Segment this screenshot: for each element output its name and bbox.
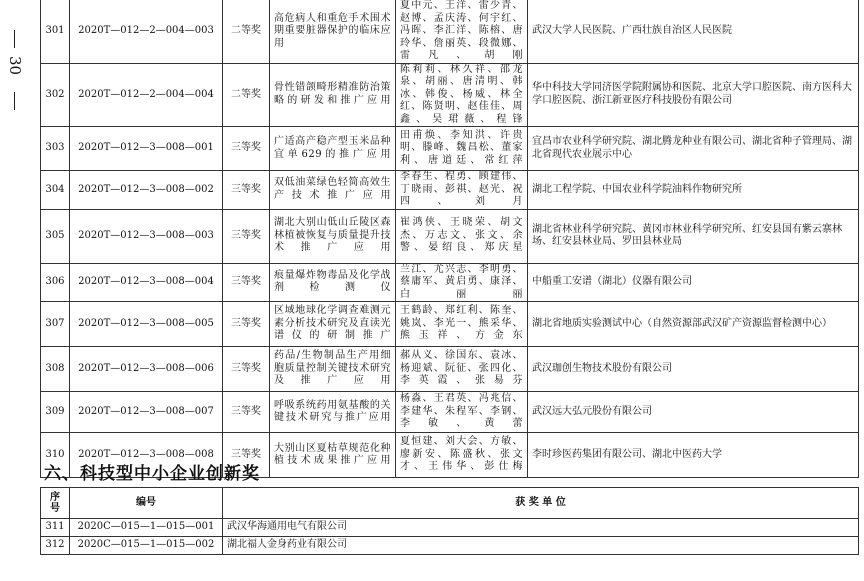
- enterprise-header-row: [41, 488, 859, 519]
- award-code: 2020T—012—3—008—007: [70, 392, 223, 433]
- award-units: 湖北工程学院、中国农业科学院油料作物研究所: [528, 171, 859, 210]
- enterprise-code: 2020C—015—1—015—001: [70, 519, 223, 537]
- award-units: 武汉远大弘元股份有限公司: [528, 392, 859, 433]
- award-units: 中船重工安谱（湖北）仪器有限公司: [528, 263, 859, 302]
- award-units: 武汉珈创生物技术股份有限公司: [528, 347, 859, 392]
- award-people: 杨淼、王君英、冯兆信、李建华、朱程军、李钢、李敏、黄蕾: [396, 392, 528, 433]
- award-level: 三等奖: [223, 433, 270, 478]
- table-row: [41, 302, 859, 347]
- table-row: [41, 171, 859, 210]
- award-code: 2020T—012—3—008—003: [70, 209, 223, 263]
- award-no: 303: [41, 127, 70, 171]
- award-code: 2020T—012—2—004—003: [70, 0, 223, 63]
- award-no: 309: [41, 392, 70, 433]
- award-project: 区域地球化学调查难测元素分析技术研究及直读光谱仪的研制推广: [270, 302, 396, 347]
- award-project: 药品/生物制品生产用细胞质量控制关键技术研究及推广应用: [270, 347, 396, 392]
- header-code: 编号: [70, 488, 223, 519]
- award-people: 陈莉莉、林久祥、邵龙泉、胡丽、唐清明、韩冰、韩俊、杨威、林全红、陈贤明、赵佳佳、周鑫、吴珺薇、程锋: [396, 63, 528, 127]
- table-row: [41, 519, 859, 537]
- enterprise-no: 311: [41, 519, 70, 537]
- award-code: 2020T—012—3—008—005: [70, 302, 223, 347]
- award-level: 三等奖: [223, 392, 270, 433]
- award-no: 301: [41, 0, 70, 63]
- award-people: 田甫焕、李知洪、许贵明、滕峰、魏昌松、董家利、唐道廷、常红萍: [396, 127, 528, 171]
- award-level: 三等奖: [223, 171, 270, 210]
- award-units: 李时珍医药集团有限公司、湖北中医药大学: [528, 433, 859, 478]
- award-code: 2020T—012—3—008—001: [70, 127, 223, 171]
- award-level: 三等奖: [223, 263, 270, 302]
- award-units: 武汉大学人民医院、广西壮族自治区人民医院: [528, 0, 859, 63]
- award-level: 二等奖: [223, 63, 270, 127]
- award-people: 夏中元、王洋、雷少青、赵博、孟庆涛、何宇红、冯晖、李汇洋、陈榕、唐玲华、詹丽英、段微娜、雷凡、胡刚: [396, 0, 528, 63]
- award-level: 二等奖: [223, 0, 270, 63]
- table-row: [41, 63, 859, 127]
- section-title: 六、科技型中小企业创新奖: [44, 464, 260, 484]
- table-row: [41, 127, 859, 171]
- award-units: 华中科技大学同济医学院附属协和医院、北京大学口腔医院、南方医科大学口腔医院、浙江新亚医疗科技股份有限公司: [528, 63, 859, 127]
- award-no: 307: [41, 302, 70, 347]
- table-row: [41, 347, 859, 392]
- header-seq: 序号: [41, 488, 70, 519]
- table-row: [41, 209, 859, 263]
- award-people: 李春生、程勇、顾建伟、丁晓雨、彭祺、赵光、祝四、刘月: [396, 171, 528, 210]
- award-no: 305: [41, 209, 70, 263]
- award-no: 310: [41, 433, 70, 478]
- award-no: 306: [41, 263, 70, 302]
- award-units: 湖北省地质实验测试中心（自然资源部武汉矿产资源监督检测中心）: [528, 302, 859, 347]
- award-project: 骨性错颌畸形精准防治策略的研发和推广应用: [270, 63, 396, 127]
- award-level: 三等奖: [223, 127, 270, 171]
- table-row: [41, 537, 859, 555]
- enterprise-unit: 武汉华海通用电气有限公司: [223, 519, 859, 537]
- award-project: 大别山区夏枯草规范化种植技术成果推广应用: [270, 433, 396, 478]
- page-number: 30: [6, 56, 24, 76]
- award-level: 三等奖: [223, 347, 270, 392]
- award-project: 湖北大别山低山丘陵区森林植被恢复与质量提升技术推广应用: [270, 209, 396, 263]
- awards-table: [40, 0, 859, 478]
- award-people: 王鹤龄、郑红利、陈奎、姚岚、李光一、熊采华、熊玉祥、方金东: [396, 302, 528, 347]
- award-code: 2020T—012—3—008—004: [70, 263, 223, 302]
- enterprise-unit: 湖北福人金身药业有限公司: [223, 537, 859, 555]
- award-no: 302: [41, 63, 70, 127]
- award-project: 广适高产稳产型玉米品种宜单629的推广应用: [270, 127, 396, 171]
- award-level: 三等奖: [223, 302, 270, 347]
- award-project: 呼吸系统药用氨基酸的关键技术研究与推广应用: [270, 392, 396, 433]
- award-people: 郝从义、徐国东、袁冰、杨迎斌、阮征、张四化、李英霞、张易芬: [396, 347, 528, 392]
- header-unit: 获 奖 单 位: [223, 488, 859, 519]
- award-code: 2020T—012—3—008—008: [70, 433, 223, 478]
- award-code: 2020T—012—3—008—002: [70, 171, 223, 210]
- enterprise-no: 312: [41, 537, 70, 555]
- award-units: 宜昌市农业科学研究院、湖北腾龙种业有限公司、湖北省种子管理局、湖北省现代农业展示中心: [528, 127, 859, 171]
- table-row: [41, 392, 859, 433]
- award-project: 高危病人和重危手术围术期重要脏器保护的临床应用: [270, 0, 396, 63]
- award-project: 痕量爆炸物毒品及化学战剂检测仪: [270, 263, 396, 302]
- page-number-marker: [0, 0, 30, 140]
- award-no: 304: [41, 171, 70, 210]
- award-code: 2020T—012—2—004—004: [70, 63, 223, 127]
- award-level: 三等奖: [223, 209, 270, 263]
- award-project: 双低油菜绿色轻简高效生产技术推广应用: [270, 171, 396, 210]
- award-no: 308: [41, 347, 70, 392]
- award-people: 夏恒建、刘大会、方敏、廖新安、陈盛秋、张文才、王伟华、彭仕梅: [396, 433, 528, 478]
- enterprise-code: 2020C—015—1—015—002: [70, 537, 223, 555]
- table-row: [41, 0, 859, 63]
- table-row: [41, 263, 859, 302]
- award-people: 兰江、尤兴志、李明勇、蔡庸军、黄启勇、康泽、白丽丽: [396, 263, 528, 302]
- award-code: 2020T—012—3—008—006: [70, 347, 223, 392]
- enterprise-table: [40, 487, 859, 555]
- award-people: 崔鸿侠、王晓荣、胡文杰、万志文、张文、余警、晏绍良、郑庆星: [396, 209, 528, 263]
- award-units: 湖北省林业科学研究院、黄冈市林业科学研究所、红安县国有紫云寨林场、红安县林业局、罗田县林业局: [528, 209, 859, 263]
